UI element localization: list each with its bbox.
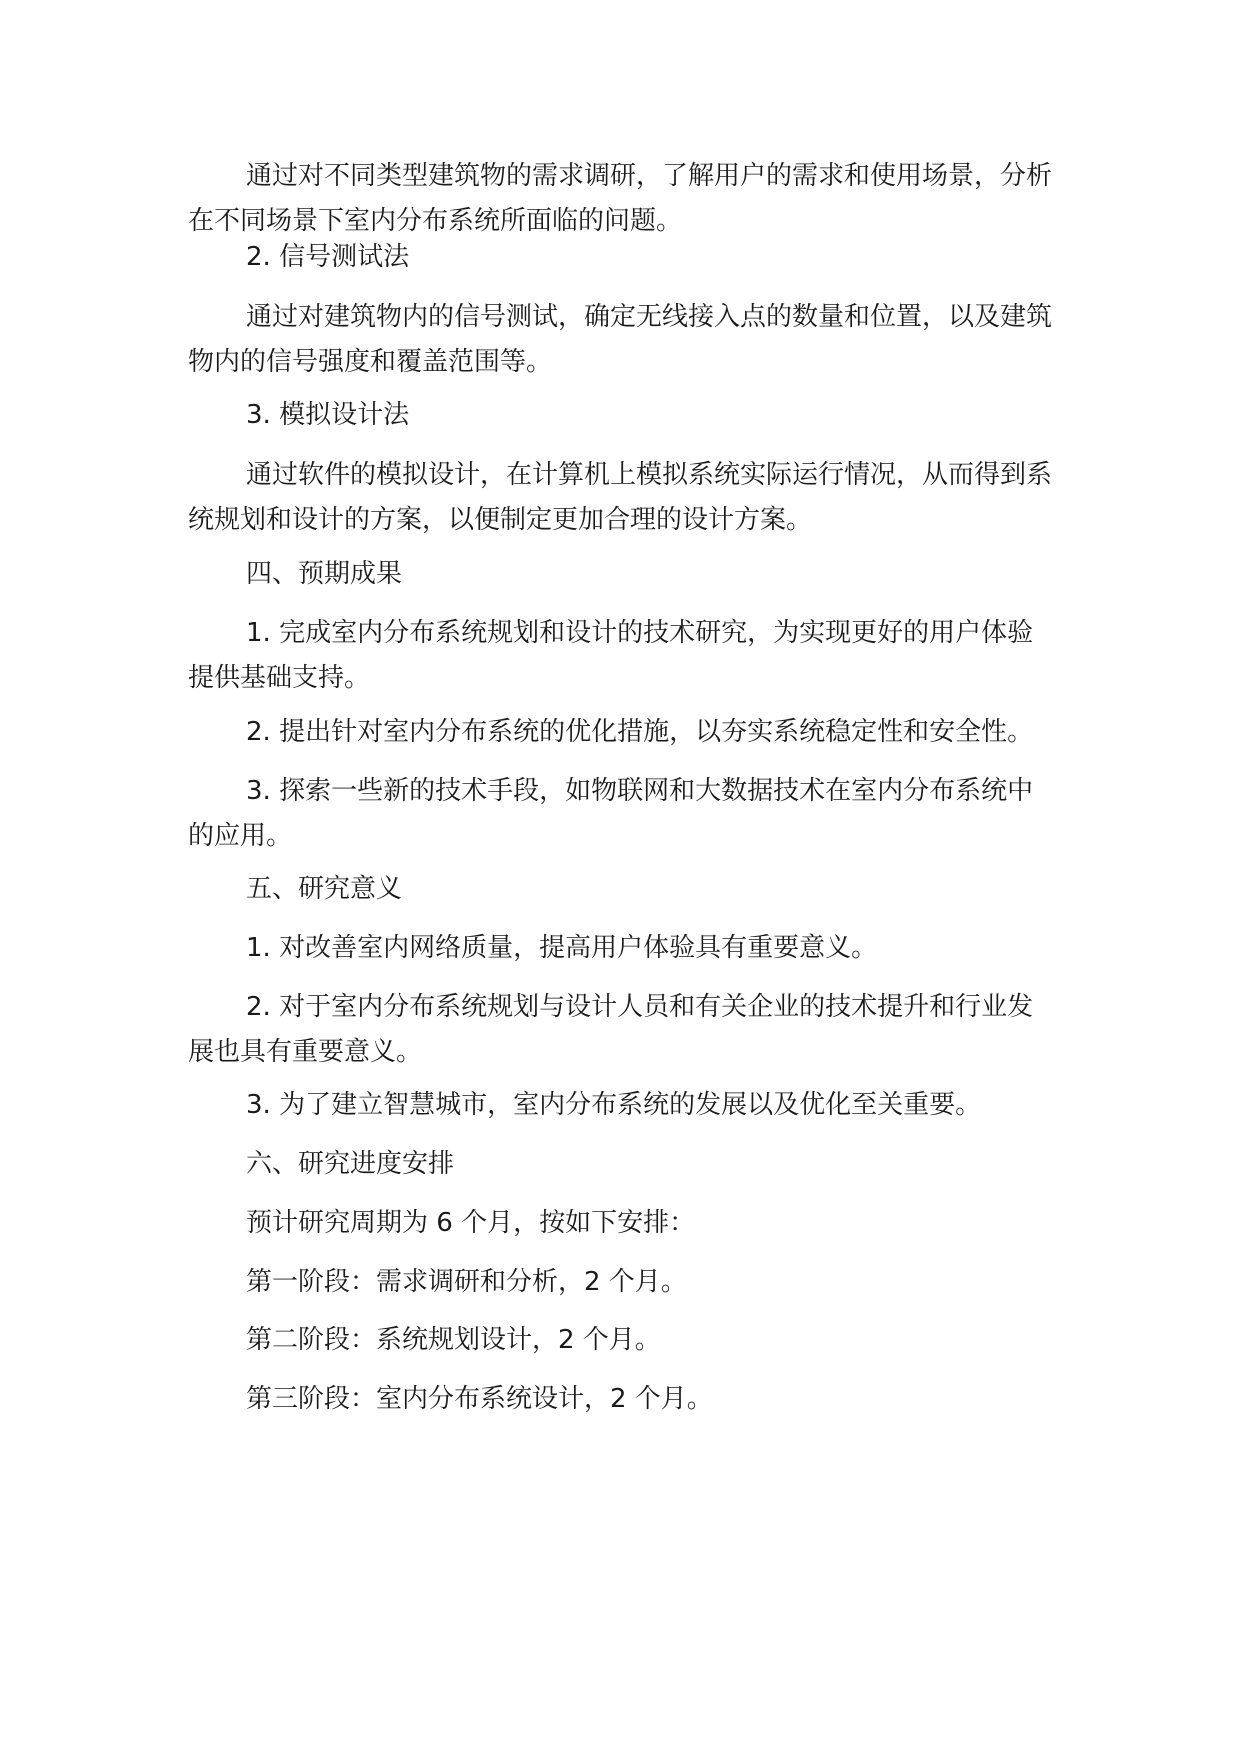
paragraph-stage-2: 第二阶段：系统规划设计，2 个月。	[246, 1325, 661, 1355]
heading-expected-results: 四、预期成果	[246, 559, 403, 589]
paragraph-stage-3: 第三阶段：室内分布系统设计，2 个月。	[246, 1384, 713, 1414]
heading-research-significance: 五、研究意义	[246, 874, 403, 904]
paragraph-expected-result-3: 3. 探索一些新的技术手段，如物联网和大数据技术在室内分布系统中的应用。	[188, 776, 1034, 851]
paragraph-significance-1: 1. 对改善室内网络质量，提高用户体验具有重要意义。	[246, 933, 878, 963]
paragraph-demand-research: 通过对不同类型建筑物的需求调研，了解用户的需求和使用场景，分析在不同场景下室内分布系统所面临的问题。	[188, 161, 1053, 236]
paragraph-schedule-intro: 预计研究周期为 6 个月，按如下安排：	[246, 1208, 696, 1238]
paragraph-expected-result-1: 1. 完成室内分布系统规划和设计的技术研究，为实现更好的用户体验提供基础支持。	[188, 618, 1034, 693]
paragraph-stage-1: 第一阶段：需求调研和分析，2 个月。	[246, 1267, 687, 1297]
heading-signal-test: 2. 信号测试法	[246, 242, 410, 272]
paragraph-expected-result-2: 2. 提出针对室内分布系统的优化措施，以夯实系统稳定性和安全性。	[246, 717, 1034, 747]
paragraph-signal-test: 通过对建筑物内的信号测试，确定无线接入点的数量和位置，以及建筑物内的信号强度和覆盖范围等。	[188, 302, 1053, 377]
paragraph-simulation-design: 通过软件的模拟设计，在计算机上模拟系统实际运行情况，从而得到系统规划和设计的方案，以便制定更加合理的设计方案。	[188, 460, 1053, 535]
paragraph-significance-3: 3. 为了建立智慧城市，室内分布系统的发展以及优化至关重要。	[246, 1090, 982, 1120]
heading-schedule: 六、研究进度安排	[246, 1149, 455, 1179]
heading-simulation-design: 3. 模拟设计法	[246, 400, 410, 430]
paragraph-significance-2: 2. 对于室内分布系统规划与设计人员和有关企业的技术提升和行业发展也具有重要意义。	[188, 992, 1034, 1067]
